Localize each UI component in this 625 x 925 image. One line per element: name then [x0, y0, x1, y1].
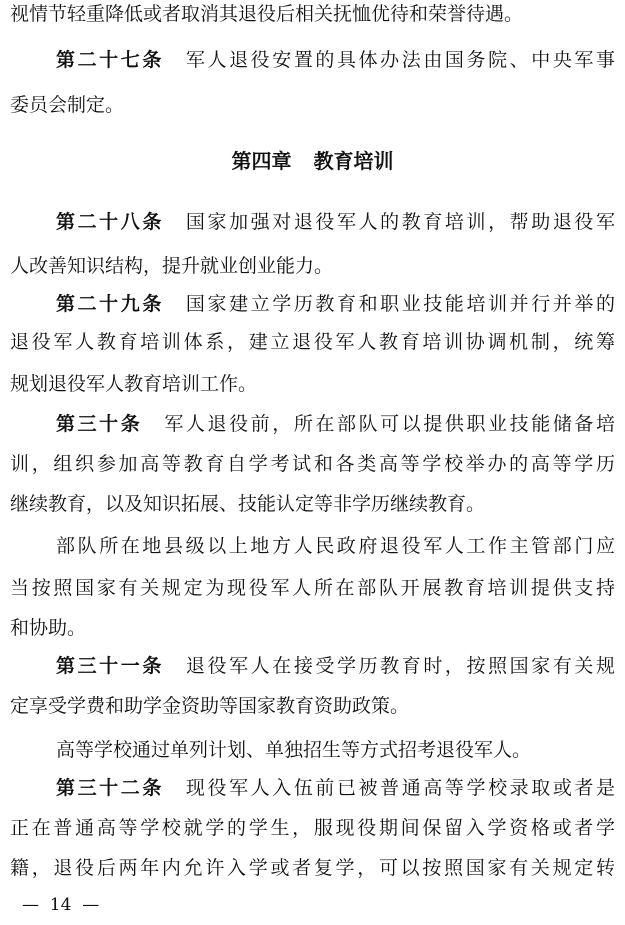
- article-31-text-1: 退役军人在接受学历教育时，按照国家有关规: [185, 655, 615, 677]
- article-27-text-1: 军人退役安置的具体办法由国务院、中央军事: [185, 49, 615, 71]
- article-29-line-2: 退役军人教育培训体系，建立退役军人教育培训协调机制，统筹: [10, 331, 615, 353]
- article-32-text-1: 现役军人入伍前已被普通高等学校录取或者是: [185, 777, 615, 799]
- article-30-label: 第三十条: [56, 413, 143, 435]
- article-31-line-2: 定享受学费和助学金资助等国家教育资助政策。: [10, 695, 410, 717]
- article-30-paragraph-2-line-1: 部队所在地县级以上地方人民政府退役军人工作主管部门应: [56, 535, 615, 557]
- article-32-line-3: 籍，退役后两年内允许入学或者复学，可以按照国家有关规定转: [10, 857, 615, 879]
- article-30-line-3: 继续教育，以及知识拓展、技能认定等非学历继续教育。: [10, 493, 486, 515]
- paragraph-continuation: 视情节轻重降低或者取消其退役后相关抚恤优待和荣誉待遇。: [10, 3, 524, 25]
- article-30-paragraph-2-line-2: 当按照国家有关规定为现役军人所在部队开展教育培训提供支持: [10, 577, 615, 599]
- article-30-paragraph-2-line-3: 和协助。: [10, 617, 87, 639]
- article-29-text-1: 国家建立学历教育和职业技能培训并行并举的: [185, 293, 615, 315]
- chapter-name: 教育培训: [313, 149, 394, 173]
- article-31-paragraph-2: 高等学校通过单列计划、单独招生等方式招考退役军人。: [56, 739, 532, 761]
- article-27-label: 第二十七条: [56, 49, 164, 71]
- article-28-line-1: [56, 208, 615, 236]
- article-32-label: 第三十二条: [56, 777, 164, 799]
- article-30-line-1: [56, 410, 615, 438]
- article-27-line-1: [56, 46, 615, 74]
- article-32-line-2: 正在普通高等学校就学的学生，服现役期间保留入学资格或者学: [10, 817, 615, 839]
- article-32-line-1: [56, 774, 615, 802]
- article-28-line-2: 人改善知识结构，提升就业创业能力。: [10, 255, 334, 277]
- article-28-text-1: 国家加强对退役军人的教育培训，帮助退役军: [185, 211, 615, 233]
- chapter-number: 第四章: [231, 149, 292, 173]
- chapter-title: [0, 146, 625, 176]
- page-number: — 14 —: [22, 895, 100, 915]
- article-29-label: 第二十九条: [56, 293, 164, 315]
- article-31-line-1: [56, 652, 615, 680]
- article-30-text-1: 军人退役前，所在部队可以提供职业技能储备培: [164, 413, 615, 435]
- article-28-label: 第二十八条: [56, 211, 164, 233]
- article-27-line-2: 委员会制定。: [10, 94, 125, 116]
- article-30-line-2: 训，组织参加高等教育自学考试和各类高等学校举办的高等学历: [10, 453, 615, 475]
- article-29-line-3: 规划退役军人教育培训工作。: [10, 373, 258, 395]
- article-29-line-1: [56, 290, 615, 318]
- article-31-label: 第三十一条: [56, 655, 164, 677]
